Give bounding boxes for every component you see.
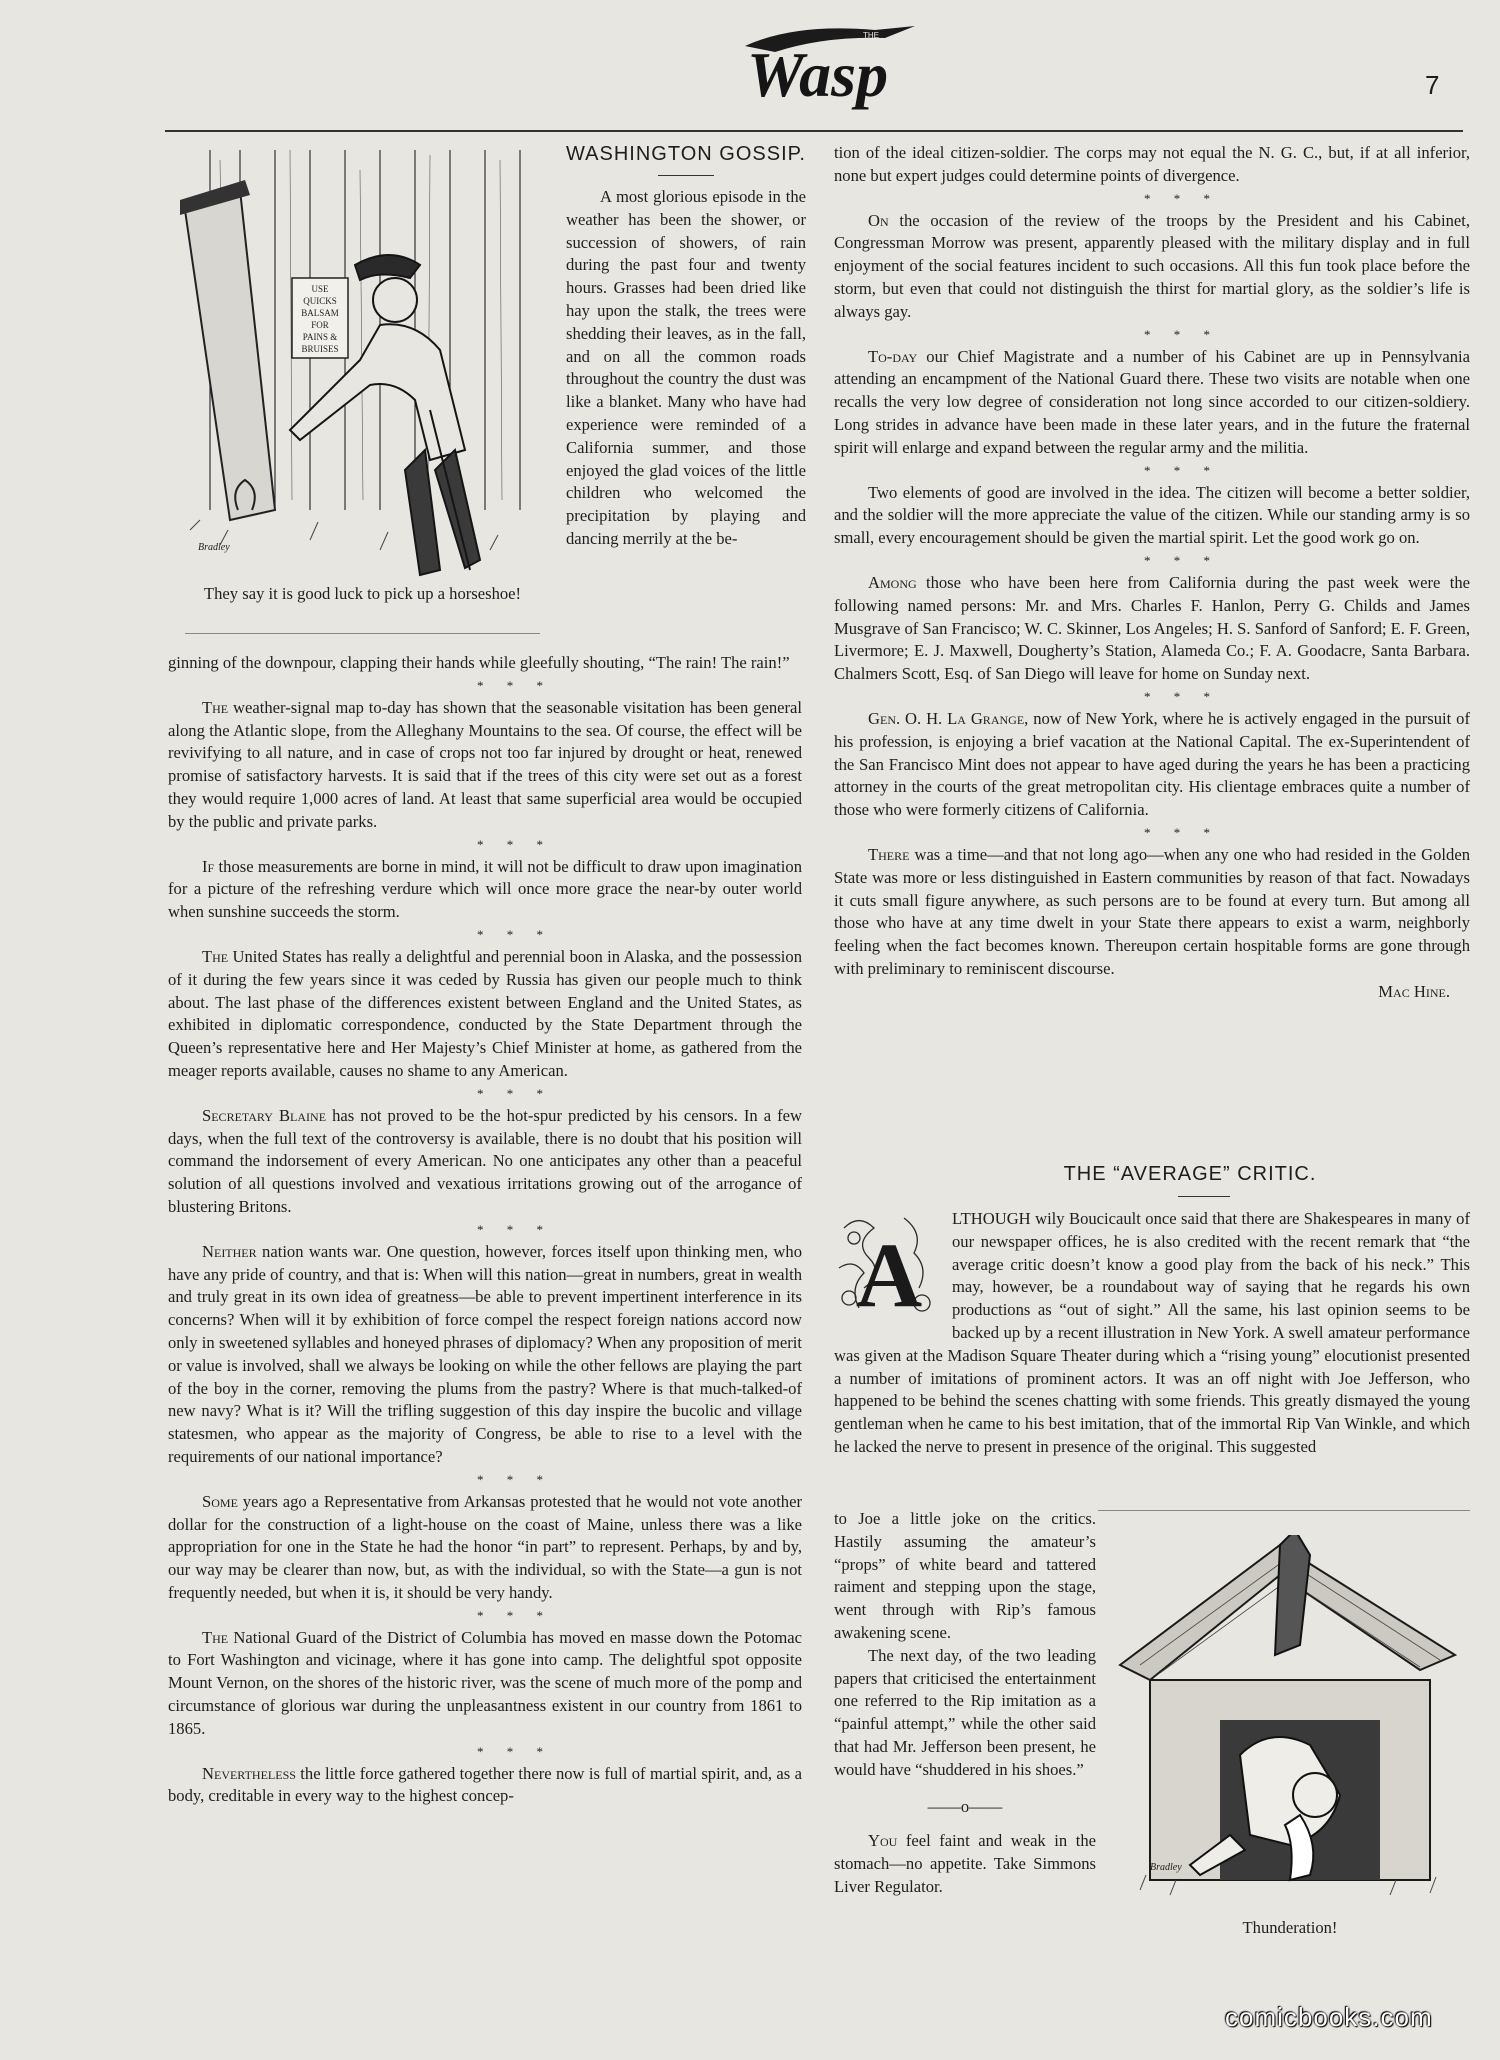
gossip-paragraph: On the occasion of the review of the troops by the President and his Cabinet, Congressman Morrow was present, apparently pleased with the military display and in full enjoyment of the social features incident to such occasions. All this fun took place before the storm, but even that could not distinguish the thirst for martial glory, as the soldier’s life is always gay. — [834, 210, 1470, 321]
caption-rule — [185, 633, 540, 634]
gossip-paragraph: Neither nation wants war. One question, however, forces itself upon thinking men, who have any pride of country, and that is: When will this nation—great in numbers, great in wealth and truly great in its own idea of greatness—be able to prevent impertinent interference in its concerns? When will it by exhibition of force compel the respect foreign nations accord now only in sweetened syllables and honeyed phrases of diplomacy? When any proposition of merit or value is involved, shall we always be looking on while the other fellows are playing the part of the boy in the corner, removing the plums from the pastry? Where is that much-talked-of new navy? What is it? Will the trifling suggestion of this day inspire the bucolic and village statesmen, who appear as the majority of Congress, be able to rise to a level with the requirements of our national importance? — [168, 1241, 802, 1466]
section-stars: * * * — [477, 1743, 553, 1759]
section-stars: * * * — [477, 926, 553, 942]
critic-headline-rule — [1178, 1196, 1230, 1197]
svg-text:BALSAM: BALSAM — [301, 308, 339, 318]
cartoon2-signature: Bradley — [1150, 1862, 1182, 1873]
dropcap-letter: A — [855, 1224, 923, 1326]
gossip-paragraph: There was a time—and that not long ago—when any one who had resided in the Golden State was more or less distinguished in Eastern communities by reason of that fact. Nowadays it cuts small figure anywhere, as such persons are to be found at every turn. But among all those who have at any time dwelt in your State there appears to exist a warm, neighborly feeling when the fact becomes known. Thereupon certain hospitable forms are gone through with preliminary to reminiscent discourse. — [834, 844, 1470, 978]
site-watermark: comicbooks.com — [1225, 2002, 1433, 2032]
section-stars: * * * — [477, 1607, 553, 1623]
right-column-gossip — [834, 142, 1470, 1004]
masthead-logo — [735, 18, 935, 128]
section-stars: * * * — [477, 836, 553, 852]
svg-text:PAINS &: PAINS & — [302, 332, 338, 342]
svg-text:USE: USE — [311, 284, 329, 294]
gossip-paragraph: The United States has really a delightful and perennial boon in Alaska, and the possession of it during the few years since it was ceded by Russia has given our people much to think about. The last phase of the differences existent between England and the United States, as exhibited in diplomatic correspondence, conducted by the State Department through the Queen’s representative here and Her Majesty’s Chief Minister at home, as gathered from the meager reports available, causes no shame to any American. — [168, 946, 802, 1080]
critic-narrow-text-2: The next day, of the two leading papers that criticised the entertainment one referred to the Rip imitation as a “painful attempt,” while the other said that had Mr. Jefferson been present, he would have “shuddered in his shoes.” — [834, 1645, 1096, 1779]
gossip-paragraph: The weather-signal map to-day has shown that the seasonable visitation has been general along the Atlantic slope, from the Alleghany Mountains to the sea. Of course, the effect will be revivifying to all nature, and in case of crops not too far injured by drought or heat, renewed promise of satisfactory harvests. It is said that if the trees of this city were set out as a forest they would require 1,000 acres of land. At least that same superficial area would be occupied by the public and private parks. — [168, 697, 802, 831]
gossip-paragraph: To-day our Chief Magistrate and a number of his Cabinet are up in Pennsylvania attending an encampment of the National Guard there. These two visits are notable when one recalls the very low degree of consideration not long since accorded to our citizen-soldiery. Long strides in advance have been made in these later years, and in the future the fraternal spirit will enlarge and expand between the regular army and the militia. — [834, 346, 1470, 457]
section-stars: * * * — [1144, 462, 1220, 478]
horseshoe-cartoon — [180, 150, 542, 580]
gossip-paragraph: The National Guard of the District of Columbia has moved en masse down the Potomac to Fort Washington and vicinage, where it has gone into camp. The delightful spot opposite Mount Vernon, on the shores of the historic river, was the scene of much more of the pomp and circumstance of glorious war during the unpleasantness existent in our country from 1861 to 1865. — [168, 1627, 802, 1738]
headline-rule — [658, 175, 714, 176]
simmons-ad: You feel faint and weak in the stomach—no appetite. Take Simmons Liver Regulator. — [834, 1831, 1096, 1896]
svg-text:QUICKS: QUICKS — [303, 296, 337, 306]
section-stars: * * * — [1144, 824, 1220, 840]
svg-text:FOR: FOR — [311, 320, 329, 330]
gossip-paragraph: Two elements of good are involved in the idea. The citizen will become a better soldier, and the soldier will the more appreciate the value of the citizen. While our standing army is so small, every encouragement should be given the martial spirit. Let the good work go on. — [834, 482, 1470, 548]
critic-wide-text: LTHOUGH wily Boucicault once said that there are Shakespeares in many of our newspaper offices, he is also credited with the recent remark that “the average critic doesn’t know a good play from the back of his neck.” This may, however, be a roundabout way of saying that he regards his own productions as “out of sight.” All the same, his last opinion seems to be backed up by a recent illustration in New York. A swell amateur performance was given at the Madison Square Theater during which a “rising young” elocutionist presented a number of imitations of prominent actors. It was an off night with Joe Jefferson, who happened to be behind the scenes chatting with some friends. This greatly dismayed the young gentleman when he came to his best imitation, that of the immortal Rip Van Winkle, and which he lacked the nerve to present in presence of the original. This suggested — [834, 1209, 1470, 1456]
critic-narrow-text: to Joe a little joke on the critics. Hastily assuming the amateur’s “props” of white beard and tattered raiment and stepping upon the stage, went through with Rip’s famous awakening scene. — [834, 1509, 1096, 1642]
section-stars: * * * — [1144, 326, 1220, 342]
gossip-paragraph: Secretary Blaine has not proved to be the hot-spur predicted by his censors. In a few days, when the full text of the controversy is available, there is no doubt that his position will command the indorsement of every American. No one anticipates any other than a peaceful solution of all questions involved and vexatious irritations growing out of the arrogance of blustering Britons. — [168, 1105, 803, 1216]
gossip-paragraph: tion of the ideal citizen-soldier. The corps may not equal the N. G. C., but, if at all inferior, none but expert judges could determine points of divergence. — [834, 143, 1470, 185]
gossip-paragraph: Nevertheless the little force gathered together there now is full of martial spirit, and, as a body, creditable in every way to the highest concep- — [168, 1763, 802, 1806]
gossip-paragraph: If those measurements are borne in mind, it will not be difficult to draw upon imagination for a picture of the refreshing verdure which will once more grace the near-by outer world when sunshine succeeds the storm. — [168, 856, 802, 922]
average-critic-body — [834, 1208, 1470, 1459]
section-stars: * * * — [477, 1471, 553, 1487]
masthead-the: THE — [863, 31, 879, 40]
average-critic-headline: THE “AVERAGE” CRITIC. — [1063, 1163, 1317, 1185]
ornamental-dropcap — [834, 1208, 944, 1328]
gossip-paragraph: Some years ago a Representative from Arkansas protested that he would not vote another dollar for the construction of a light-house on the coast of Maine, unless there was a like appropriation for one in the State he had the honor “in part” to represent. Perhaps, by and by, our way may be clearer than now, but, as with the individual, so with the State—a gun is not frequently needed, but when it is, it should be very handy. — [168, 1491, 802, 1602]
cartoon2-rule — [1098, 1510, 1470, 1511]
masthead-title: Wasp — [747, 39, 889, 110]
section-stars: * * * — [1144, 688, 1220, 704]
svg-text:BRUISES: BRUISES — [301, 344, 339, 354]
divider-ornament: ——o—— — [927, 1796, 1003, 1816]
section-stars: * * * — [1144, 552, 1220, 568]
intro-narrow-text: A most glorious episode in the weather has been the shower, or succession of showers, of rain during the past four and twenty hours. Grasses had been dried like hay upon the stalk, the trees were shedding their leaves, as in the fall, and on all the common roads throughout the country the dust was like a blanket. Many who have had experience were reminded of a California summer, and those enjoyed the glad voices of the little children who welcomed the precipitation by playing and dancing merrily at the be- — [566, 187, 806, 548]
section-stars: * * * — [477, 1221, 553, 1237]
section-stars: * * * — [1144, 190, 1220, 206]
gossip-paragraph: Among those who have been here from California during the past week were the following named persons: Mr. and Mrs. Charles F. Hanlon, Perry G. Childs and James Musgrave of San Francisco; W. C. Skinner, Los Angeles; H. S. Sanford of Sanford; E. F. Green, Livermore; E. J. Maxwell, Dougherty’s Station, Alameda Co.; F. A. Goodacre, Santa Barbara. Chalmers Scott, Esq. of San Diego will leave for home on Sunday next. — [834, 572, 1470, 684]
signature-mac-hine: Mac Hine. — [1378, 981, 1450, 1001]
section-stars: * * * — [477, 1085, 553, 1101]
washington-gossip-intro — [566, 142, 806, 551]
thunderation-caption: Thunderation! — [1242, 1918, 1338, 1937]
critic-narrow-column — [834, 1508, 1096, 1899]
top-rule — [165, 130, 1463, 132]
washington-gossip-body — [168, 652, 802, 1808]
horseshoe-caption: They say it is good luck to pick up a horseshoe! — [204, 584, 522, 603]
page-number: 7 — [1425, 70, 1440, 100]
gossip-paragraph: Gen. O. H. La Grange, now of New York, where he is actively engaged in the pursuit of his profession, is enjoying a brief vacation at the National Capital. The ex-Superintendent of the San Francisco Mint does not appear to have aged during the years he has been a practicing attorney in the courts of the great metropolitan city. His clientage embraces quite a number of those who were formerly citizens of California. — [834, 708, 1470, 820]
intro-wide-text: ginning of the downpour, clapping their hands while gleefully shouting, “The rain! The rain!” — [168, 653, 790, 672]
washington-gossip-headline: WASHINGTON GOSSIP. — [566, 143, 806, 165]
cartoon-signature: Bradley — [198, 542, 230, 553]
rip-van-winkle-cartoon — [1110, 1535, 1470, 1905]
section-stars: * * * — [477, 677, 553, 693]
